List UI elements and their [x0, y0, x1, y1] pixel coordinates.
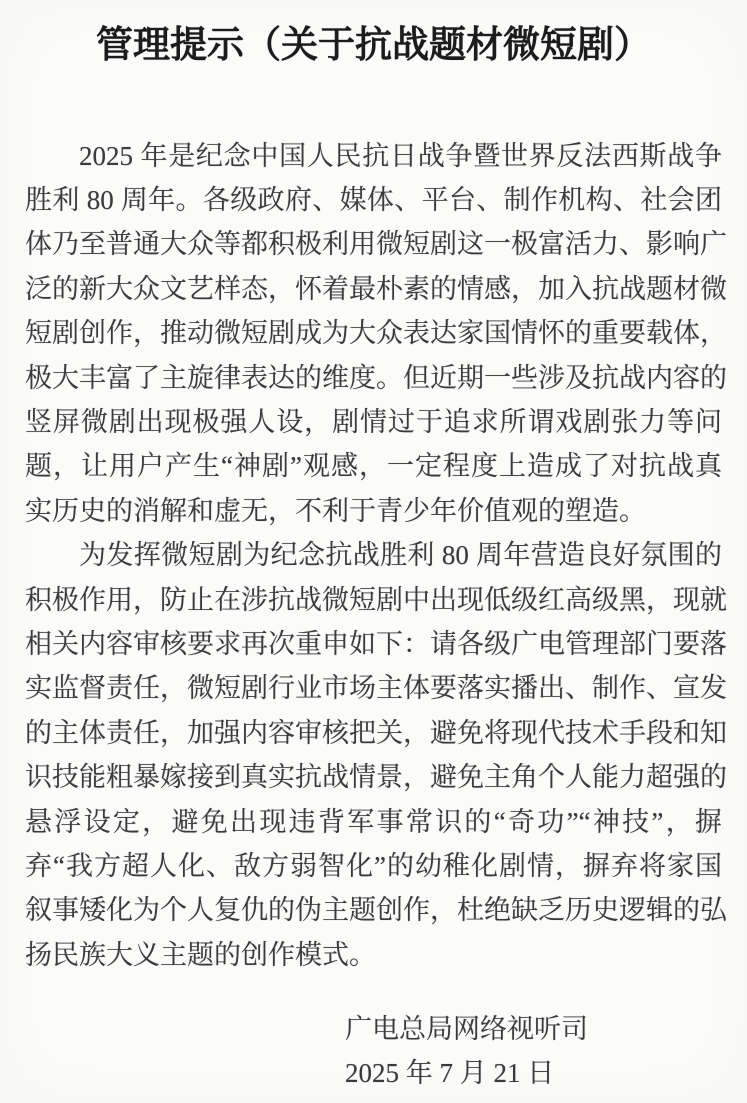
signature-org: 广电总局网络视听司: [345, 1014, 588, 1045]
paragraph-1: [25, 134, 727, 534]
text-line: 题，让用户产生“神剧”观感，一定程度上造成了对抗战真: [25, 451, 722, 482]
text-line: 的主体责任，加强内容审核把关，避免将现代技术手段和知: [25, 717, 727, 748]
text-line: 弃“我方超人化、敌方弱智化”的幼稚化剧情，摒弃将家国: [25, 851, 722, 882]
signature-block: [345, 1007, 722, 1095]
text-line: 极大丰富了主旋律表达的维度。但近期一些涉及抗战内容的: [25, 362, 727, 393]
document-title: 管理提示（关于抗战题材微短剧）: [96, 25, 651, 66]
text-line: 为发挥微短剧为纪念抗战胜利 80 周年营造良好氛围的: [79, 540, 722, 571]
text-line: 扬民族大义主题的创作模式。: [25, 939, 376, 970]
text-line: 相关内容审核要求再次重申如下：请各级广电管理部门要落: [25, 629, 727, 660]
text-line: 2025 年是纪念中国人民抗日战争暨世界反法西斯战争: [79, 140, 722, 171]
text-line: 识技能粗暴嫁接到真实抗战情景，避免主角个人能力超强的: [25, 762, 727, 793]
paragraph-2: [25, 533, 727, 977]
text-line: 叙事矮化为个人复仇的伪主题创作，杜绝缺乏历史逻辑的弘: [25, 895, 727, 926]
text-line: 实监督责任，微短剧行业市场主体要落实播出、制作、宣发: [25, 673, 727, 704]
text-line: 短剧创作，推动微短剧成为大众表达家国情怀的重要载体，: [25, 318, 727, 349]
text-line: 积极作用，防止在涉抗战微短剧中出现低级红高级黑，现就: [25, 584, 727, 615]
document-body: [25, 134, 727, 978]
text-line: 竖屏微剧出现极强人设，剧情过于追求所谓戏剧张力等问: [25, 406, 722, 437]
text-line: 泛的新大众文艺样态，怀着最朴素的情感，加入抗战题材微: [25, 273, 727, 304]
text-line: 悬浮设定，避免出现违背军事常识的“奇功”“神技”，摒: [25, 806, 722, 837]
text-line: 实历史的消解和虚无，不利于青少年价值观的塑造。: [25, 495, 646, 526]
text-line: 胜利 80 周年。各级政府、媒体、平台、制作机构、社会团: [25, 184, 722, 215]
text-line: 体乃至普通大众等都积极利用微短剧这一极富活力、影响广: [25, 229, 727, 260]
signature-date: 2025 年 7 月 21 日: [345, 1058, 555, 1089]
